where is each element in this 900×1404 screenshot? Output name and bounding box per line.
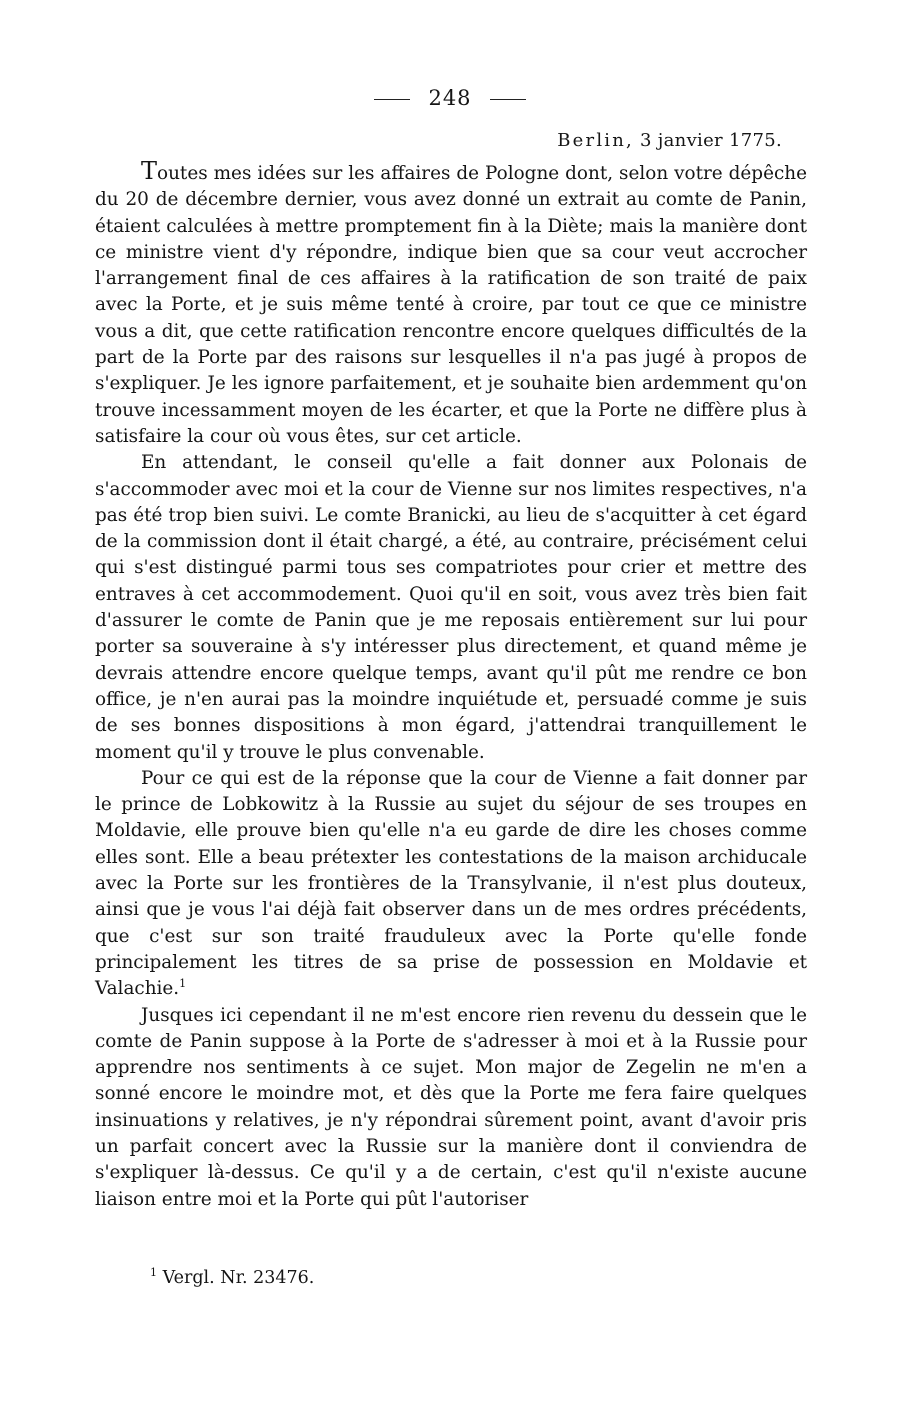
paragraph-initial: T [141,157,158,185]
paragraph-2-text: En attendant, le conseil qu'elle a fait donner aux Polonais de s'accommoder avec moi et la cour de Vienne sur nos limites respectives, n'a pas été trop bien suivi. Le comte Branicki, au lieu de s'acquitter à cet égard de la commission dont il était chargé, a été, au contraire, précisément celui qui s'est distingué parmi tous ses compatriotes pour crier et mettre des entraves à cet accommodement. Quoi qu'il en soit, vous avez très bien fait d'assurer le comte de Panin que je me reposais entièrement sur lui pour porter sa souveraine à s'y intéresser plus directement, et quand même je devrais attendre encore quelque temps, avant qu'il pût me rendre ce bon office, je n'en aurai pas la moindre inquiétude et, persuadé comme je suis de ses bonnes dispositions à mon égard, j'attendrai tranquillement le moment qu'il y trouve le plus convenable. [95,452,807,763]
paragraph-4 [95,1003,807,1213]
paragraph-1-text: outes mes idées sur les affaires de Pologne dont, selon votre dépêche du 20 de décembre dernier, vous avez donné un extrait au comte de Panin, étaient calculées à mettre promptement fin à la Diète; mais la manière dont ce ministre vient d'y répondre, indique bien que sa cour veut accrocher l'arrangement final de ces affaires à la ratification de son traité de paix avec la Porte, et je suis même tenté à croire, par tout ce que ce ministre vous a dit, que cette ratification rencontre encore quelques difficultés de la part de la Porte par des raisons sur lesquelles il n'a pas jugé à propos de s'expliquer. Je les ignore parfaitement, et je souhaite bien ardemment qu'on trouve incessamment moyen de les écarter, et que la Porte ne diffère plus à satisfaire la cour où vous êtes, sur cet article. [95,163,807,447]
footnote-reference: 1 [179,977,187,991]
left-dash-rule [374,99,410,100]
page-number-text: 248 [428,86,472,110]
paragraph-3 [95,766,807,1003]
letter-body [95,158,807,1213]
dateline [557,130,782,151]
dateline-place: Berlin, [557,130,634,151]
paragraph-1 [95,158,807,450]
paragraph-4-text: Jusques ici cependant il ne m'est encore rien revenu du dessein que le comte de Panin suppose à la Porte de s'adresser à moi et à la Russie pour apprendre nos sentiments à ce sujet. Mon major de Zegelin ne m'en a sonné encore le moindre mot, et dès que la Porte me fera faire quelques insinuations y relatives, je n'y répondrai sûrement point, avant d'avoir pris un parfait concert avec la Russie sur la manière dont il conviendra de s'expliquer là-dessus. Ce qu'il y a de certain, c'est qu'il n'existe aucune liaison entre moi et la Porte qui pût l'autoriser [95,1004,807,1210]
footnote-mark: 1 [150,1266,157,1280]
paragraph-2 [95,450,807,766]
right-dash-rule [490,99,526,100]
footnote [150,1268,314,1288]
dateline-date: 3 janvier 1775. [639,130,782,151]
page-number [0,86,900,110]
paragraph-3-text: Pour ce qui est de la réponse que la cour de Vienne a fait donner par le prince de Lobkowitz à la Russie au sujet du séjour de ses troupes en Moldavie, elle prouve bien qu'elle n'a eu garde de dire les choses comme elles sont. Elle a beau prétexter les contestations de la maison archiducale avec la Porte sur les frontières de la Transylvanie, il n'est plus douteux, ainsi que je vous l'ai déjà fait observer dans un de mes ordres précédents, que c'est sur son traité frauduleux avec la Porte qu'elle fonde principalement les titres de sa prise de possession en Moldavie et Valachie. [95,767,807,1000]
footnote-text: Vergl. Nr. 23476. [162,1268,315,1288]
